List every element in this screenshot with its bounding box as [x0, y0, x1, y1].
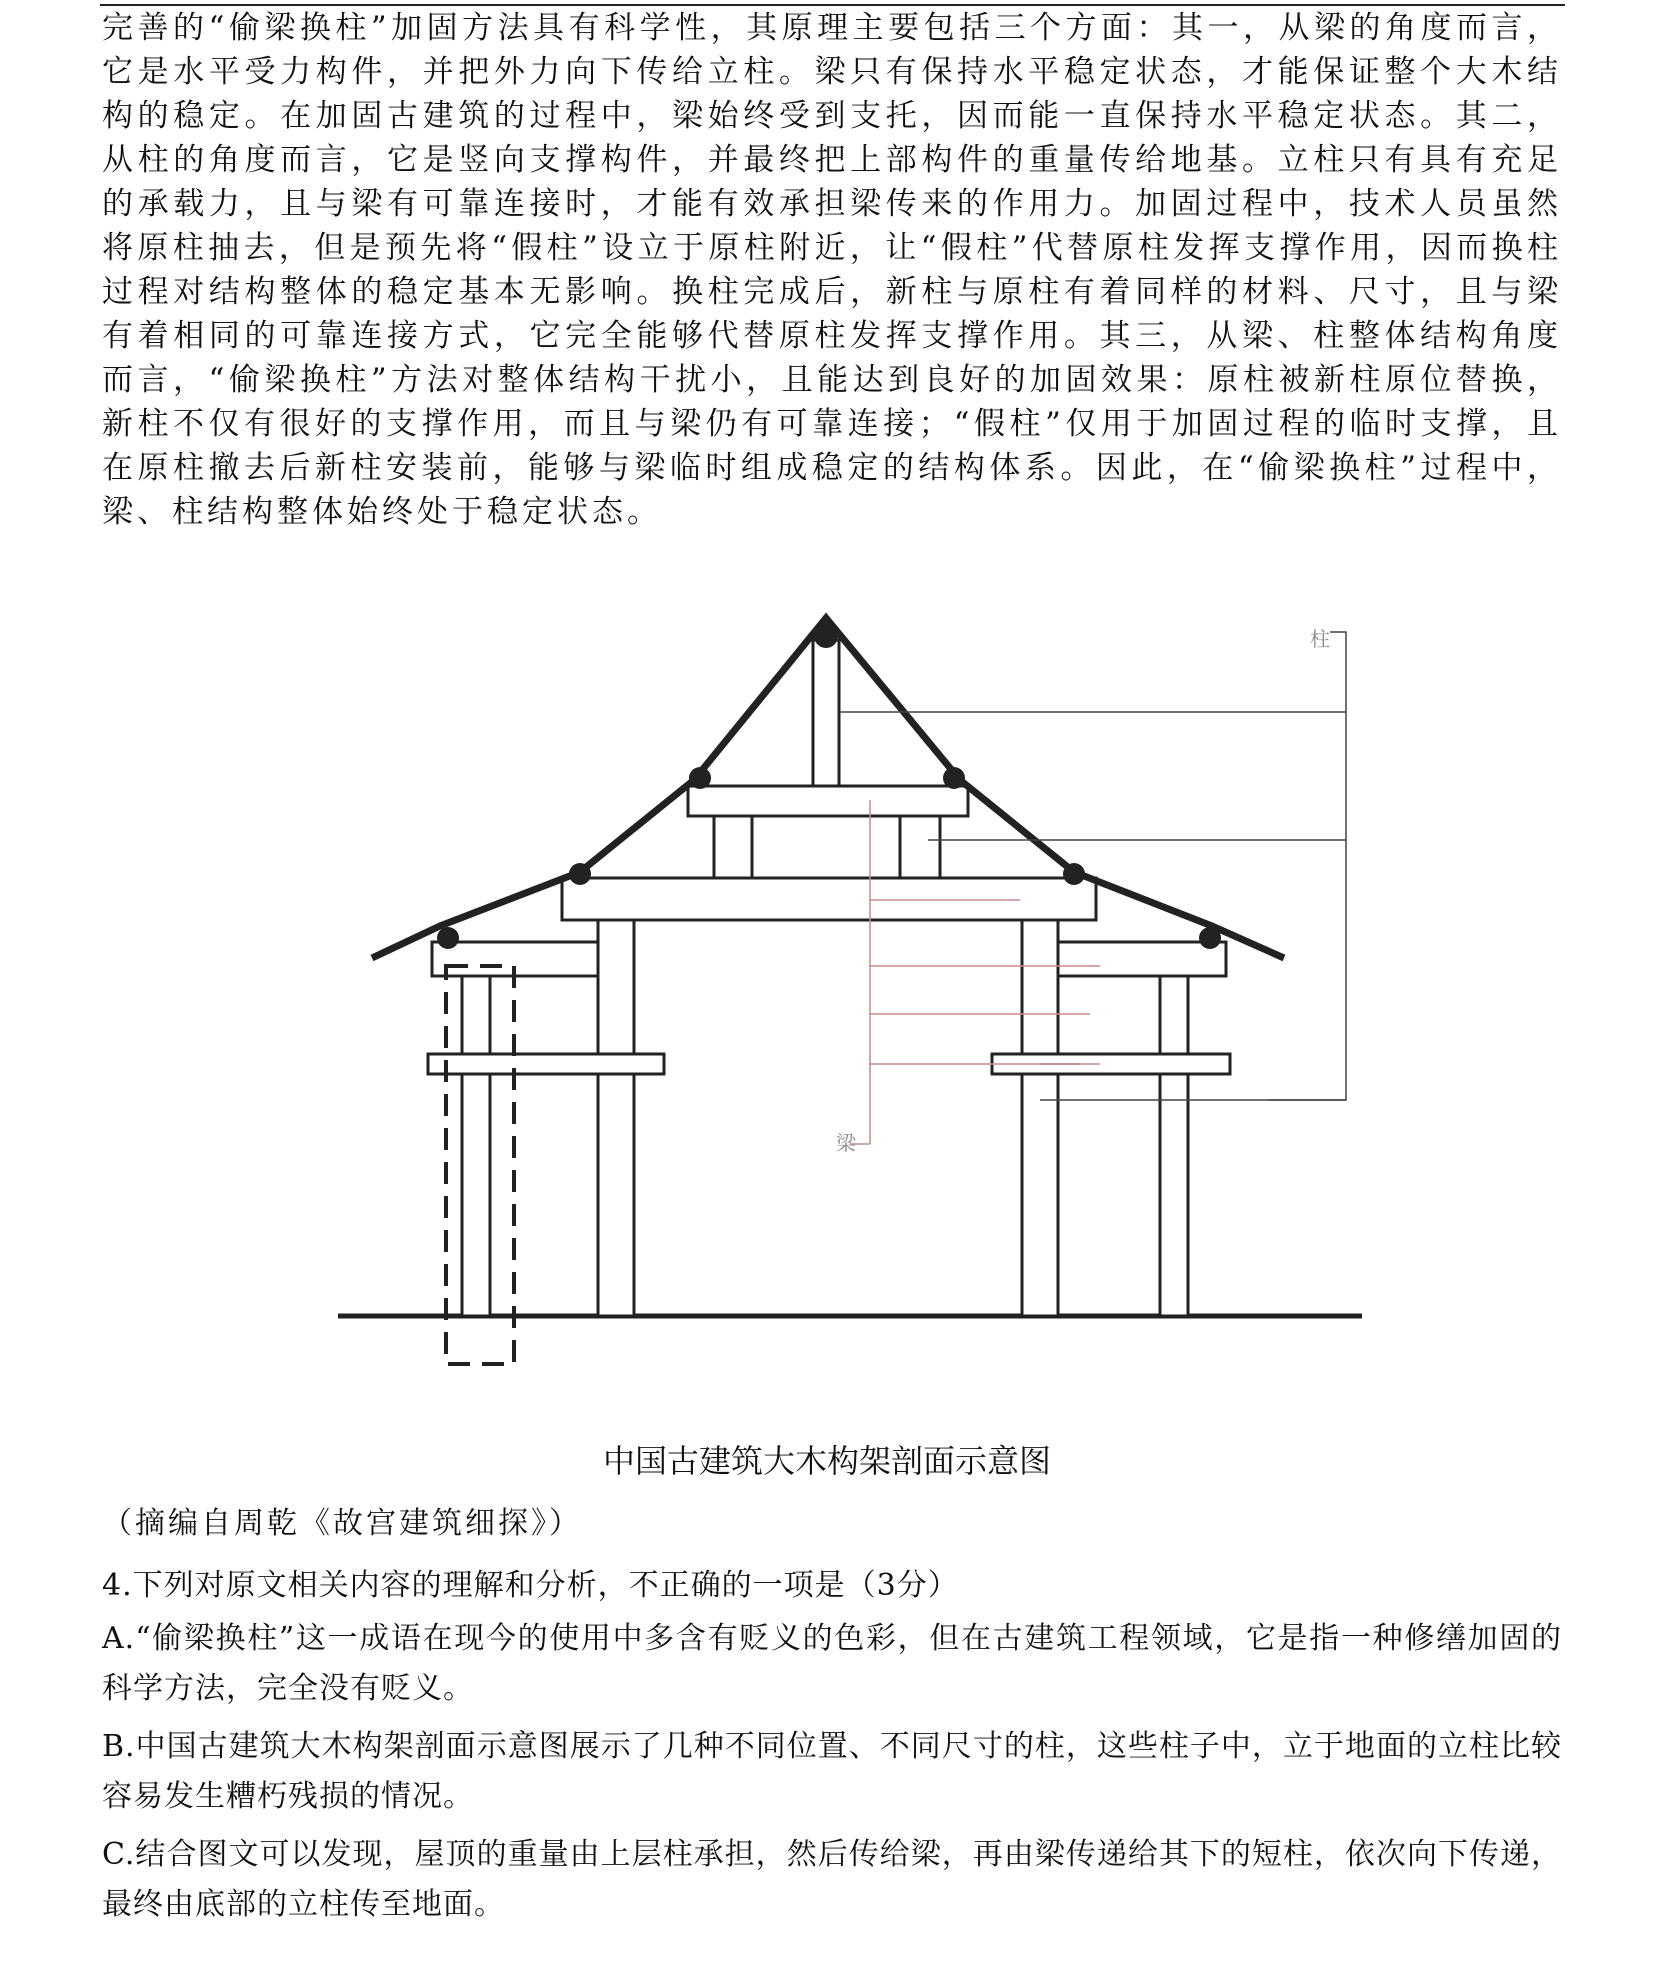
frame-svg	[330, 600, 1370, 1380]
label-column: 柱	[1310, 627, 1330, 651]
question-stem: 4.下列对原文相关内容的理解和分析，不正确的一项是（3分）	[102, 1568, 959, 1603]
purlin-1	[437, 927, 459, 949]
timber-frame-drawing	[330, 600, 1370, 1380]
figure-caption: 中国古建筑大木构架剖面示意图	[602, 1442, 1051, 1480]
eave-column-left	[462, 976, 490, 1316]
short-post-right	[900, 816, 940, 878]
tie-beam-left	[428, 1054, 664, 1074]
option-a: A.“偷梁换柱”这一成语在现今的使用中多含有贬义的色彩，但在古建筑工程领域，它是指一种修缮加固的科学方法，完全没有贬义。	[102, 1621, 1562, 1706]
label-beam: 梁	[836, 1131, 856, 1155]
source-citation: （摘编自周乾《故宫建筑细探》）	[102, 1506, 582, 1541]
passage-text: 完善的“偷梁换柱”加固方法具有科学性，其原理主要包括三个方面：其一，从梁的角度而言，它是水平受力构件，并把外力向下传给立柱。梁只有保持水平稳定状态，才能保证整个大木结构的稳定。在加固古建筑的过程中，梁始终受到支托，因而能一直保持水平稳定状态。其二，从柱的角度而言，它是竖向支撑构件，并最终把上部构件的重量传给地基。立柱只有具有充足的承载力，且与梁有可靠连接时，才能有效承担梁传来的作用力。加固过程中，技术人员虽然将原柱抽去，但是预先将“假柱”设立于原柱附近，让“假柱”代替原柱发挥支撑作用，因而换柱过程对结构整体的稳定基本无影响。换柱完成后，新柱与原柱有着同样的材料、尺寸，且与梁有着相同的可靠连接方式，它完全能够代替原柱发挥支撑作用。其三，从梁、柱整体结构角度而言，“偷梁换柱”方法对整体结构干扰小，且能达到良好的加固效果：原柱被新柱原位替换，新柱不仅有很好的支撑作用，而且与梁仍有可靠连接；“假柱”仅用于加固过程的临时支撑，且在原柱撤去后新柱安装前，能够与梁临时组成稳定的结构体系。因此，在“偷梁换柱”过程中，梁、柱结构整体始终处于稳定状态。	[102, 10, 1562, 530]
king-post	[813, 640, 839, 786]
purlin-6	[1063, 863, 1085, 885]
inner-column-right	[1058, 976, 1160, 1002]
purlin-5	[943, 767, 965, 789]
purlin-2	[569, 863, 591, 885]
eave-beam-right	[1058, 942, 1226, 976]
option-c: C.结合图文可以发现，屋顶的重量由上层柱承担，然后传给梁，再由梁传递给其下的短柱，依次向下传递，最终由底部的立柱传至地面。	[102, 1837, 1562, 1922]
column-leader-bracket	[1268, 632, 1346, 1100]
main-column-right	[1022, 920, 1058, 1316]
option-b: B.中国古建筑大木构架剖面示意图展示了几种不同位置、不同尺寸的柱，这些柱子中，立于地面的立柱比较容易发生糟朽残损的情况。	[102, 1729, 1562, 1814]
eave-column-right	[1160, 976, 1188, 1316]
purlin-7	[1199, 927, 1221, 949]
main-beam	[562, 878, 1096, 920]
main-column-left	[598, 920, 634, 1316]
purlin-4	[814, 624, 838, 648]
short-post-left	[714, 816, 752, 878]
upper-beam	[688, 786, 968, 816]
purlin-3	[689, 767, 711, 789]
